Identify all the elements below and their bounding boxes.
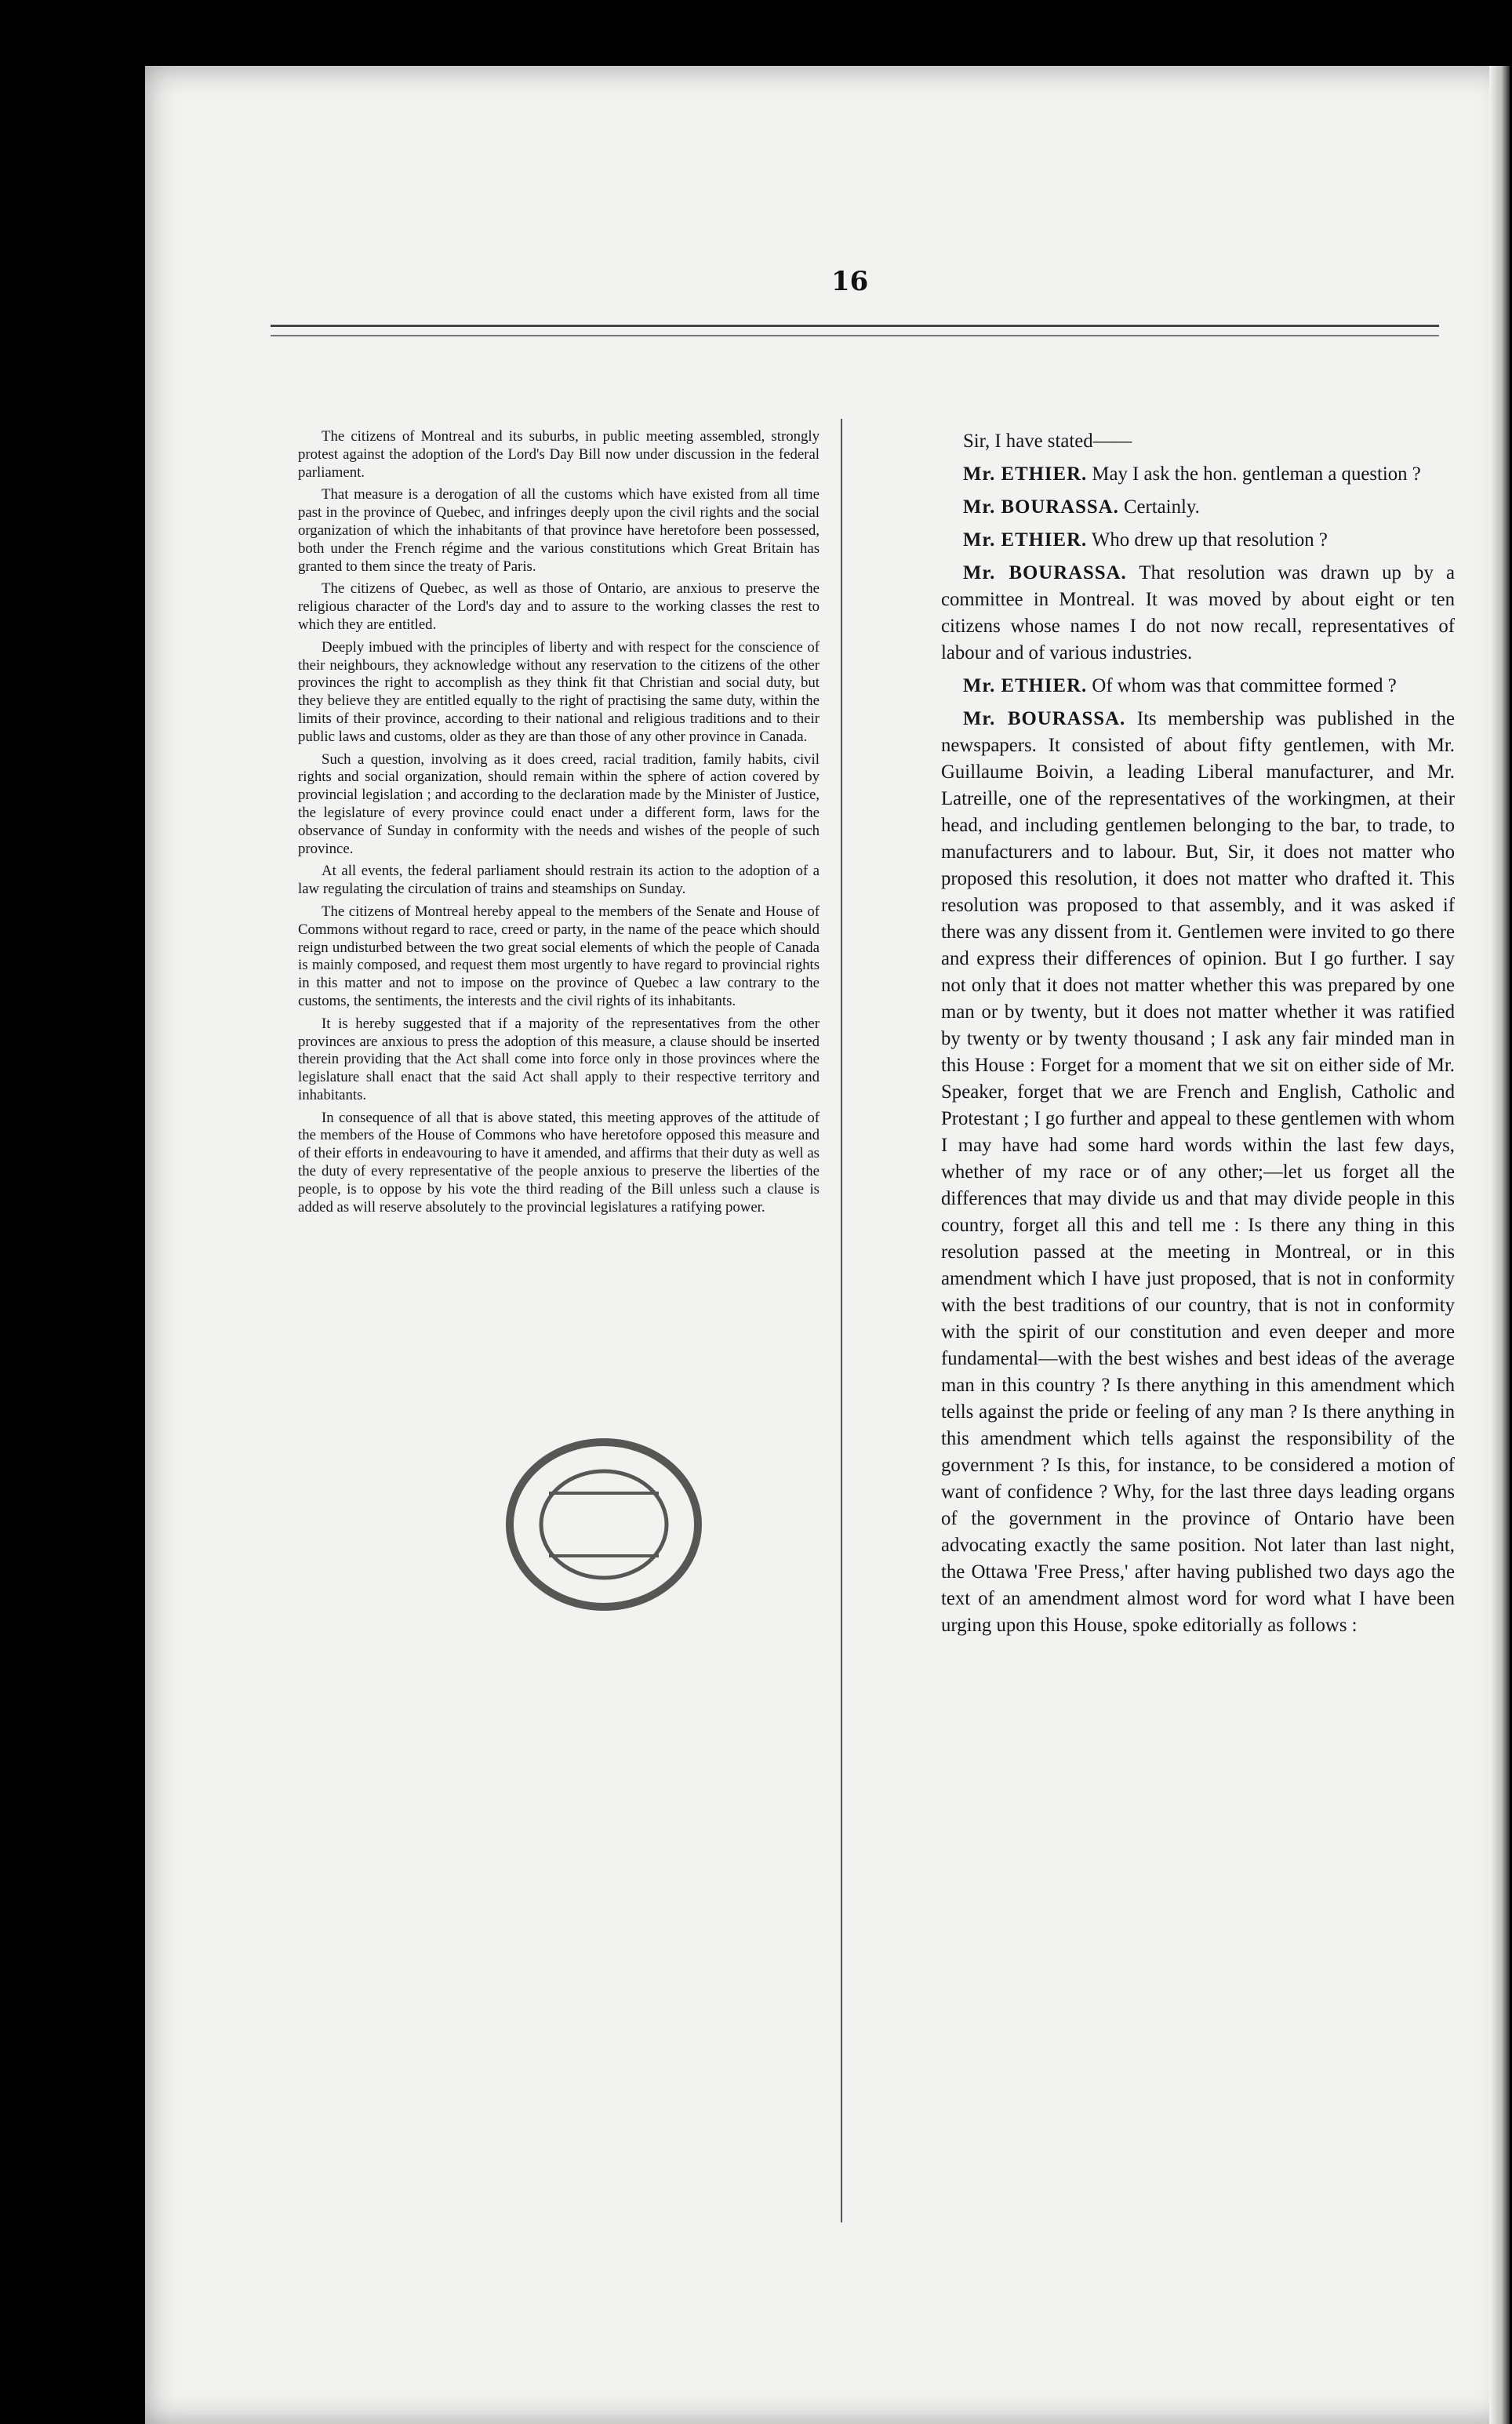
speech-text: May I ask the hon. gentleman a question ? <box>1092 463 1421 485</box>
speech-text: Of whom was that committee formed ? <box>1092 675 1397 696</box>
speaker-name: Mr. BOURASSA. <box>963 708 1126 729</box>
debate-entry <box>941 673 1455 700</box>
debate-entry <box>941 428 1455 455</box>
resolution-paragraph: It is hereby suggested that if a majority of the representatives from the other provinces are anxious to press the adoption of this measure, a clause should be inserted therein providing that the Act shall come into force only in those provinces where the legislature shall enact that the said Act shall apply to their respective territory and inhabitants. <box>298 1015 820 1103</box>
debate-entry <box>941 560 1455 667</box>
debate-entry <box>941 494 1455 521</box>
debate-entry <box>941 461 1455 488</box>
resolution-paragraph: Such a question, involving as it does creed, racial tradition, family habits, civil rights and social organization, should remain within the sphere of action covered by provincial legislation ; and according to the declaration made by the Minister of Justice, the legislature of every province could enact under a different form, laws for the observance of Sunday in conformity with the needs and wishes of the people of such province. <box>298 750 820 857</box>
resolution-paragraph: In consequence of all that is above stated, this meeting approves of the attitude of the members of the House of Commons who have heretofore opposed this measure and of their efforts in endeavouring to have it amended, and affirms that their duty as well as the duty of every representative of the people anxious to preserve the liberties of the people, is to oppose by his vote the third reading of the Bill unless such a clause is added as will reserve absolutely to the provincial legislatures a ratifying power. <box>298 1109 820 1216</box>
speaker-name: Mr. BOURASSA. <box>963 562 1127 583</box>
speech-text: Certainly. <box>1123 496 1200 518</box>
speaker-name: Mr. ETHIER. <box>963 529 1088 551</box>
speaker-name: Mr. ETHIER. <box>963 675 1088 696</box>
debate-entry <box>941 527 1455 554</box>
page-number: 16 <box>831 266 869 297</box>
page-edge-shadow <box>1489 66 1510 2424</box>
speech-text: That resolution was drawn up by a committee in Montreal. It was moved by about eight or ten citizens whose names I do not now recall, representatives of labour and of various industries. <box>941 562 1455 663</box>
resolution-paragraph: The citizens of Montreal and its suburbs, in public meeting assembled, strongly protest against the adoption of the Lord's Day Bill now under discussion in the federal parliament. <box>298 428 820 481</box>
column-divider <box>841 419 842 2222</box>
speaker-name: Mr. ETHIER. <box>963 463 1088 485</box>
speech-text: Who drew up that resolution ? <box>1091 529 1328 551</box>
resolution-paragraph: The citizens of Montreal hereby appeal to the members of the Senate and House of Commons without regard to race, creed or party, in the name of the peace which should reign undisturbed between the two great social elements of which the people of Canada is mainly composed, and request them most urgently to have regard to provincial rights in this matter and not to impose on the province of Quebec a law contrary to the customs, the sentiments, the interests and the civil rights of its inhabitants. <box>298 903 820 1009</box>
resolution-paragraph: At all events, the federal parliament should restrain its action to the adoption of a law regulating the circulation of trains and steamships on Sunday. <box>298 863 820 898</box>
resolution-paragraph: That measure is a derogation of all the customs which have existed from all time past in the province of Quebec, and infringes deeply upon the civil rights and the social organization of which the inhabitants of that province have heretofore been possessed, both under the French régime and the various constitutions which Great Britain has granted to them since the treaty of Paris. <box>298 486 820 575</box>
resolution-paragraph: Deeply imbued with the principles of liberty and with respect for the conscience of their neighbours, they acknowledge without any reservation to the citizens of the other provinces the right to accomplish as they think fit that Christian and social duty, but they believe they are entitled equally to the right of practising the same duty, within the limits of their province, according to their national and religious traditions and to their public laws and customs, older as they are than those of any other province in Canada. <box>298 638 820 745</box>
speaker-name: Mr. BOURASSA. <box>963 496 1119 518</box>
header-rule <box>271 325 1439 327</box>
header-rule-secondary <box>271 335 1439 336</box>
left-column <box>298 428 820 1221</box>
speech-text: Sir, I have stated—— <box>963 431 1132 452</box>
right-column <box>941 428 1455 1645</box>
debate-entry <box>941 706 1455 1639</box>
library-stamp-icon <box>474 1415 733 1634</box>
document-page <box>145 66 1510 2424</box>
resolution-paragraph: The citizens of Quebec, as well as those of Ontario, are anxious to preserve the religious character of the Lord's day and to assure to the working classes the rest to which they are entitled. <box>298 580 820 633</box>
speech-text: Its membership was published in the newspapers. It consisted of about fifty gentlemen, with Mr. Guillaume Boivin, a leading Liberal manufacturer, and Mr. Latreille, one of the representatives of the workingmen, at their head, and including gentlemen belonging to the bar, to trade, to manufacturers and to labour. But, Sir, it does not matter who proposed this resolution, it does not matter who drafted it. This resolution was proposed to that assembly, and it was asked if there was any dissent from it. Gentlemen were invited to go there and express their differences of opinion. But I go further. I say not only that it does not matter whether this was prepared by one man or by twenty, but it does not matter whether it was ratified by twenty or by twenty thousand ; I ask any fair minded man in this House : Forget for a moment that we sit on either side of Mr. Speaker, forget that we are French and English, Catholic and Protestant ; I go further and appeal to these gentlemen with whom I may have had some hard words within the last few days, whether of my race or of any other;—let us forget all the differences that may divide us and that may divide people in this country, forget all this and tell me : Is there any thing in this resolution passed at the meeting in Montreal, or in this amendment which I have just proposed, that is not in conformity with the best traditions of our country, that is not in conformity with the spirit of our constitution and even deeper and more fundamental—with the best wishes and best ideas of the average man in this country ? Is there anything in this amendment which tells against the pride or feeling of any man ? Is there anything in this amendment which tells against the responsibility of the government ? Is this, for instance, to be considered a motion of want of confidence ? Why, for the last three days leading organs of the government in the province of Ontario have been advocating exactly the same position. Not later than last night, the Ottawa 'Free Press,' after having published two days ago the text of an amendment almost word for word what I have been urging upon this House, spoke editorially as follows : <box>941 708 1455 1636</box>
